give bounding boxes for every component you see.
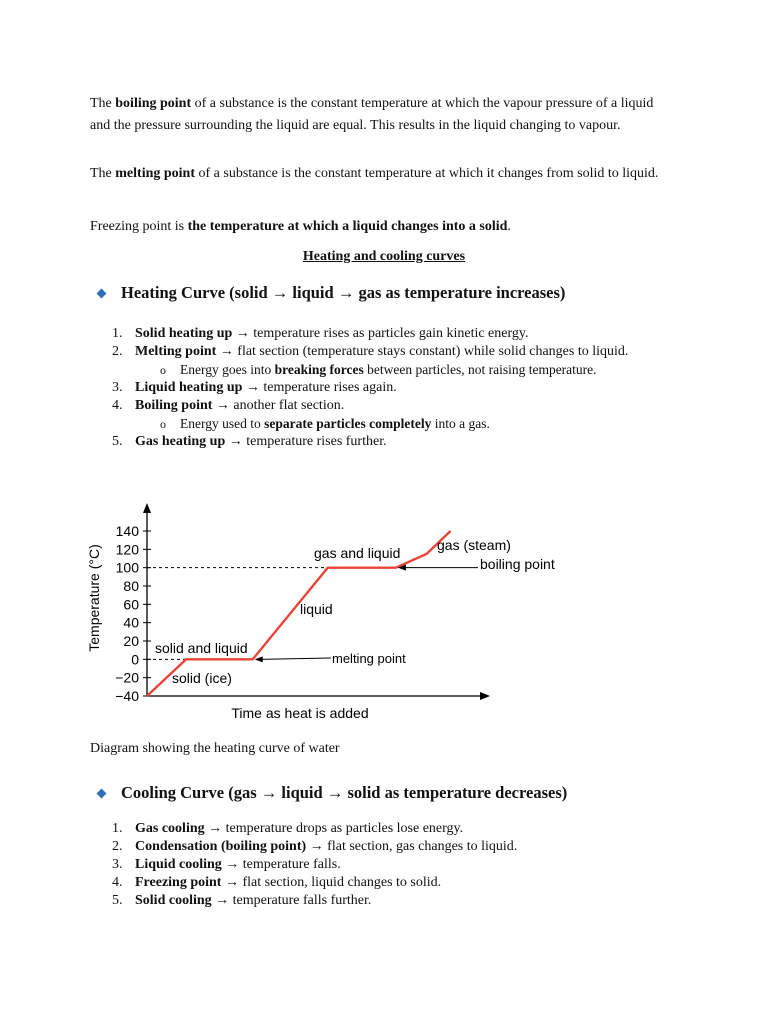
y-tick-label: 120 (115, 541, 139, 558)
chart-annotation: solid and liquid (155, 640, 248, 656)
y-tick-label: 100 (115, 559, 139, 576)
cooling-curve-heading: Cooling Curve (gas → liquid → solid as temperature decreases) (96, 783, 567, 803)
cooling-steps-list (90, 820, 710, 910)
chart-y-axis-label: Temperature (°C) (86, 544, 102, 652)
chart-x-axis-label: Time as heat is added (231, 705, 369, 721)
list-marker: 4. (112, 398, 123, 413)
list-marker: 3. (112, 857, 123, 872)
list-item: 2. Melting point → flat section (temperature stays constant) while solid changes to liquid. (112, 344, 629, 359)
list-item: 1. Gas cooling → temperature drops as particles lose energy. (112, 821, 464, 836)
sub-list-item: o Energy goes into breaking forces between particles, not raising temperature. (160, 362, 597, 377)
freezing-point-term: the temperature at which a liquid changes into a solid (187, 219, 508, 234)
heating-curve-chart (80, 495, 555, 727)
melting-point-term: melting point (115, 166, 195, 181)
list-item-term: Melting point (135, 344, 217, 359)
diamond-bullet-icon (97, 288, 107, 298)
chart-annotation: boiling point (480, 556, 555, 572)
chart-annotation: solid (ice) (172, 670, 232, 686)
freezing-point-paragraph: Freezing point is the temperature at which a liquid changes into a solid. (90, 219, 511, 234)
melting-point-paragraph: The melting point of a substance is the constant temperature at which it changes from solid to liquid. (90, 166, 659, 181)
sub-list-item: o Energy used to separate particles completely into a gas. (160, 416, 490, 431)
y-tick-label: 20 (123, 633, 139, 649)
list-marker: 4. (112, 875, 123, 890)
boiling-point-paragraph: The boiling point of a substance is the constant temperature at which the vapour pressure of a liquid and the pressure surrounding the liquid are equal. This results in the liquid changing to vapour. (90, 96, 654, 133)
y-tick-label: 60 (123, 596, 139, 613)
list-item-term: Freezing point (135, 875, 222, 890)
y-tick-label: 140 (115, 523, 139, 539)
list-item: 2. Condensation (boiling point) → flat section, gas changes to liquid. (112, 839, 518, 854)
list-marker: o (160, 363, 166, 377)
list-item: 1. Solid heating up → temperature rises as particles gain kinetic energy. (112, 326, 529, 341)
chart-caption: Diagram showing the heating curve of water (90, 741, 340, 756)
list-marker: 1. (112, 326, 123, 341)
boiling-point-term: boiling point (115, 96, 192, 111)
list-item-term: Condensation (boiling point) (135, 839, 307, 854)
list-marker: 5. (112, 893, 123, 908)
y-axis-arrow-icon (143, 503, 151, 513)
list-item-term: Boiling point (135, 398, 213, 413)
list-marker: 2. (112, 839, 123, 854)
list-item: 4. Freezing point → flat section, liquid changes to solid. (112, 875, 442, 890)
chart-annotation: liquid (300, 601, 333, 617)
chart-annotation: gas (steam) (437, 537, 511, 553)
list-item-term: Solid cooling (135, 893, 212, 908)
list-marker: 1. (112, 821, 123, 836)
y-tick-label: −20 (115, 669, 139, 686)
y-tick-label: −40 (115, 688, 139, 704)
chart-y-ticks (115, 523, 151, 704)
list-item-term: Liquid heating up (135, 380, 243, 395)
list-item: 3. Liquid heating up → temperature rises again. (112, 380, 397, 395)
list-item: 5. Solid cooling → temperature falls further. (112, 893, 372, 908)
y-tick-label: 0 (131, 651, 139, 668)
list-item-term: Gas cooling (135, 821, 205, 836)
y-tick-label: 80 (123, 578, 139, 594)
list-item-term: Gas heating up (135, 434, 226, 449)
list-marker: 5. (112, 434, 123, 449)
diamond-bullet-icon (97, 788, 107, 798)
y-tick-label: 40 (123, 614, 139, 631)
heating-steps-list (90, 325, 710, 451)
chart-annotation: gas and liquid (314, 545, 401, 561)
list-item-term: Solid heating up (135, 326, 233, 341)
melting-point-arrow-line (259, 658, 331, 659)
x-axis-arrow-icon (480, 692, 490, 700)
chart-annotation: melting point (332, 651, 406, 666)
list-marker: 3. (112, 380, 123, 395)
list-item: 5. Gas heating up → temperature rises further. (112, 434, 387, 449)
list-item: 3. Liquid cooling → temperature falls. (112, 857, 341, 872)
list-item-term: Liquid cooling (135, 857, 222, 872)
list-item-term: separate particles completely (264, 416, 432, 431)
list-item-term: breaking forces (274, 362, 364, 377)
list-marker: o (160, 417, 166, 431)
chart-annotations (155, 537, 555, 686)
list-item: 4. Boiling point → another flat section. (112, 398, 345, 413)
section-title: Heating and cooling curves (302, 249, 466, 264)
heating-curve-heading: Heating Curve (solid → liquid → gas as temperature increases) (96, 283, 565, 303)
list-marker: 2. (112, 344, 123, 359)
